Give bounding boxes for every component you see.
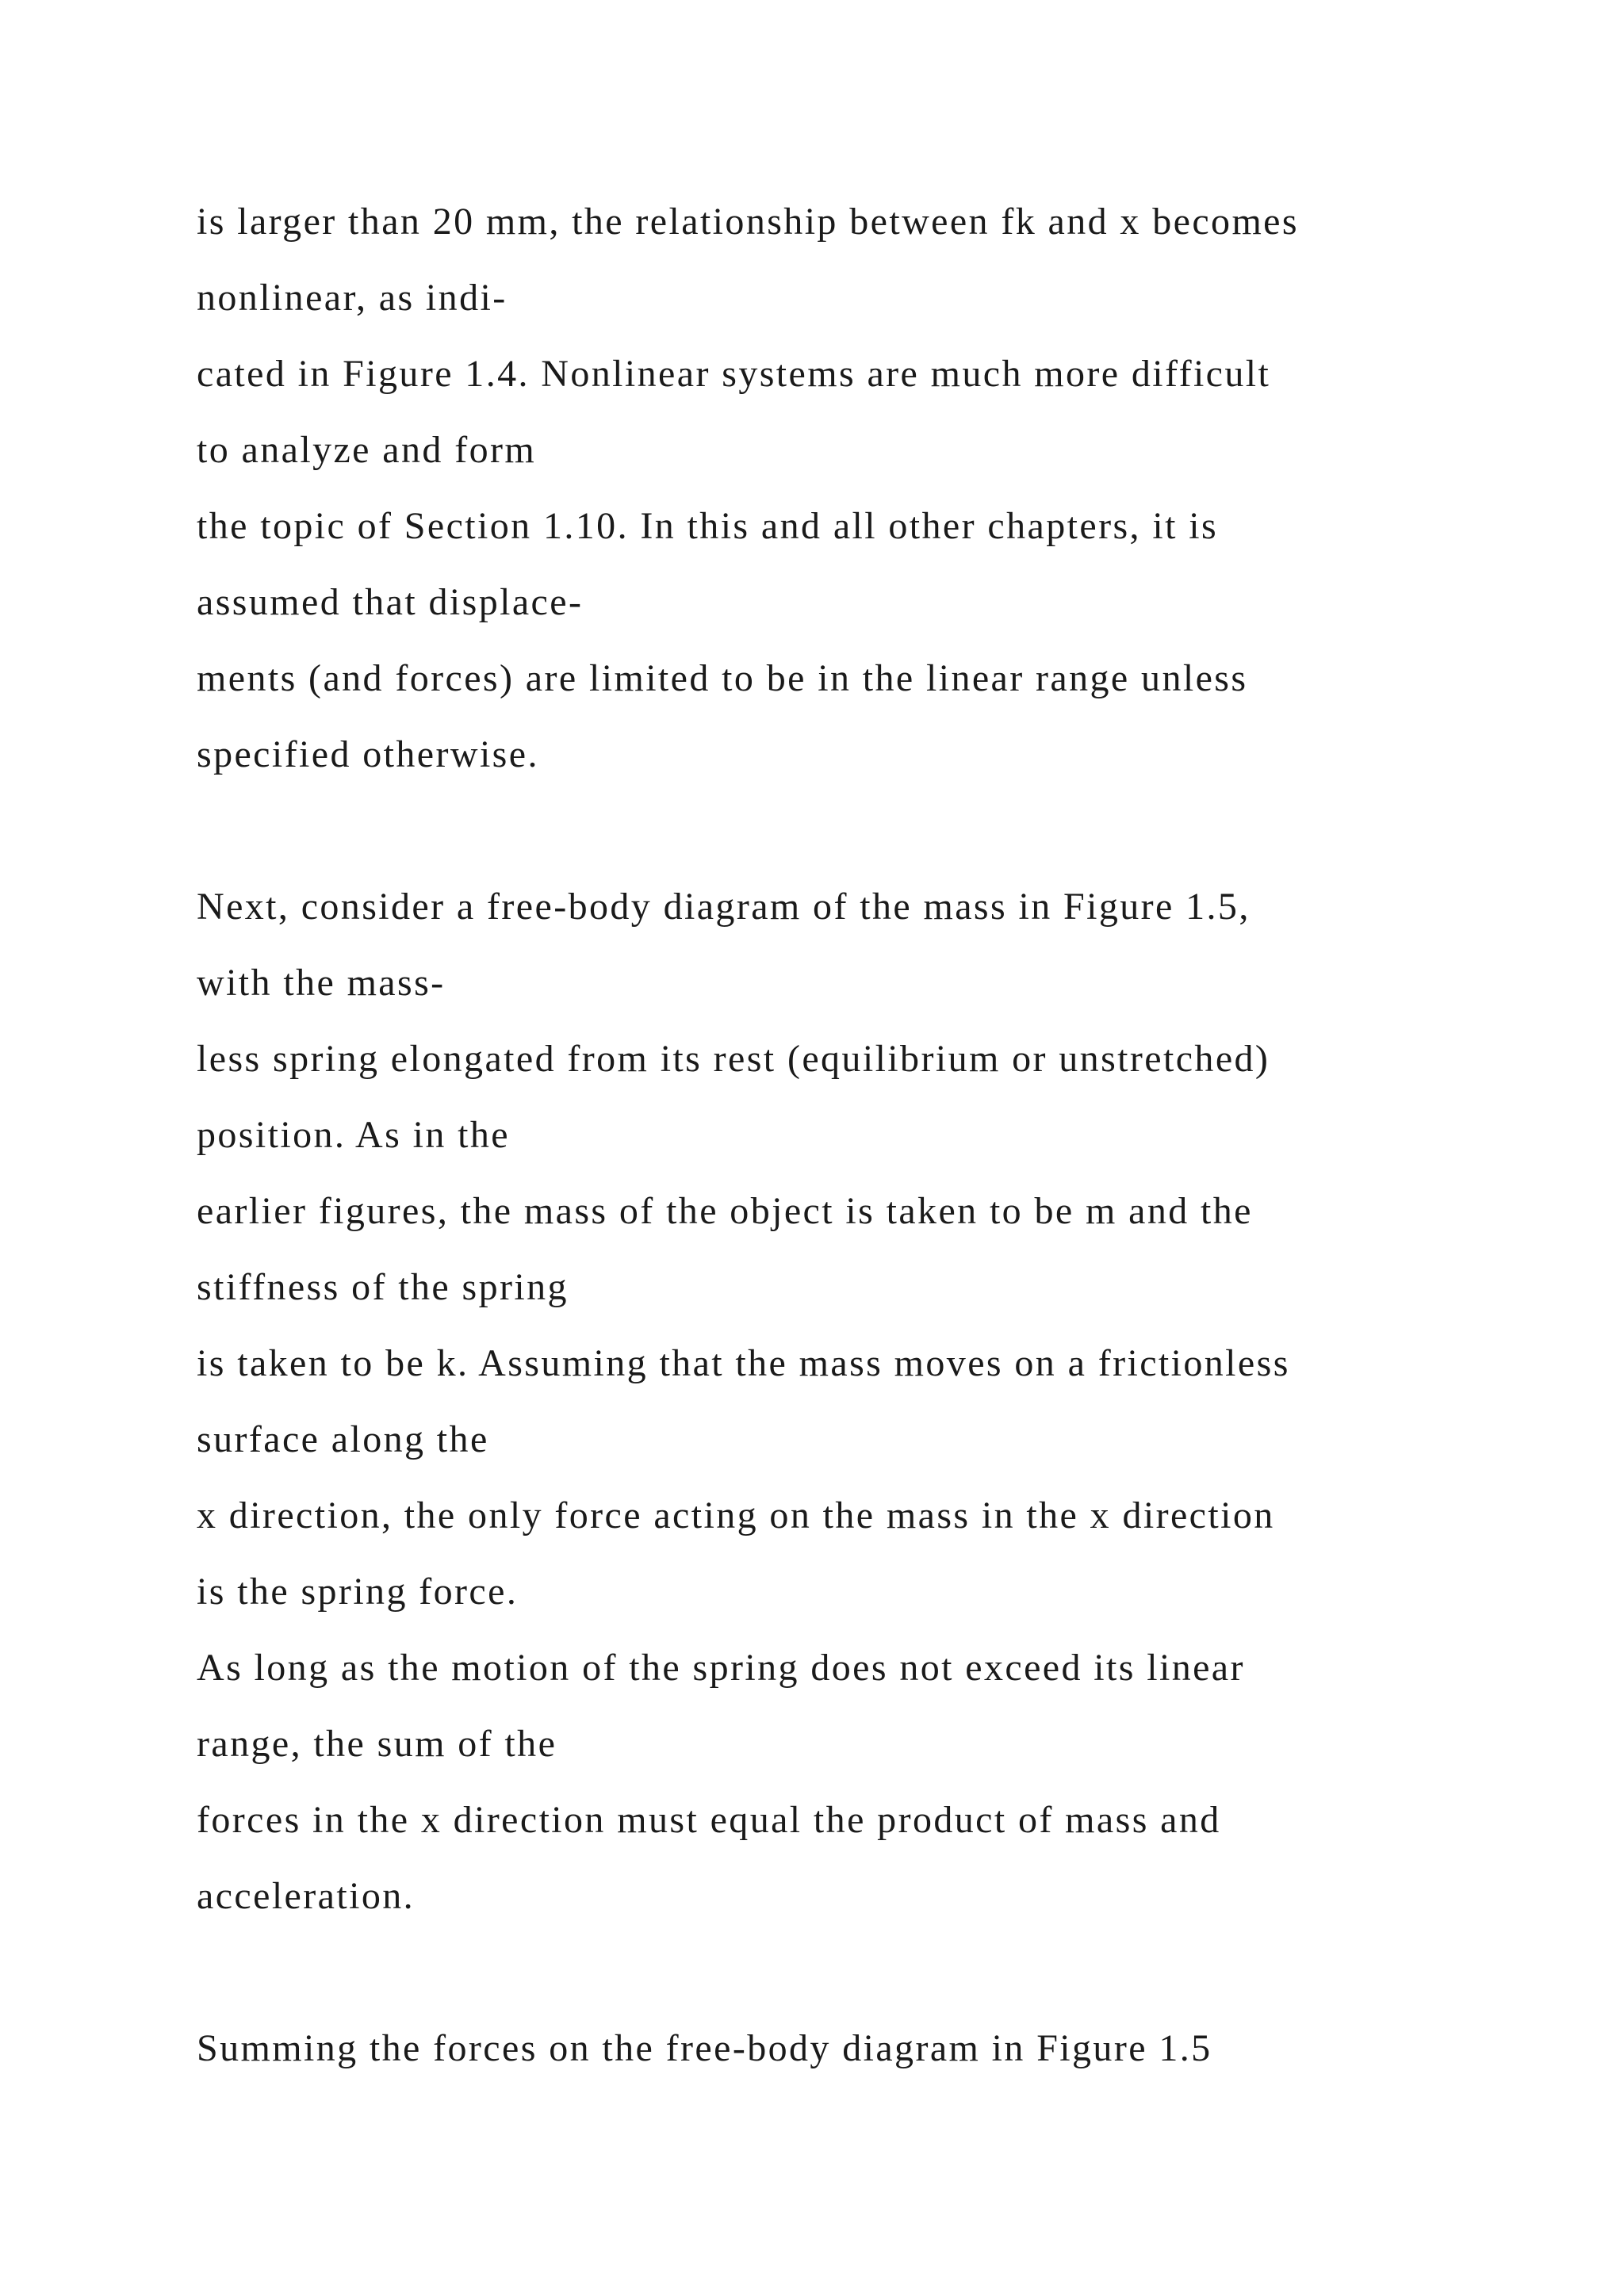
paragraph-spacer [197, 793, 1592, 869]
text-line: range, the sum of the [197, 1723, 557, 1765]
paragraph-spacer [197, 1934, 1592, 2011]
text-line: ments (and forces) are limited to be in the linear range unless [197, 657, 1248, 699]
text-line: surface along the [197, 1418, 489, 1460]
paragraph-3 [197, 2011, 1592, 2087]
text-line: cated in Figure 1.4. Nonlinear systems are much more difficult [197, 353, 1271, 395]
text-line: less spring elongated from its rest (equilibrium or unstretched) [197, 1038, 1270, 1080]
text-line: is larger than 20 mm, the relationship between fk and x becomes [197, 201, 1299, 243]
text-line: specified otherwise. [197, 733, 539, 775]
document-body [197, 184, 1592, 2087]
text-line: assumed that displace- [197, 581, 584, 623]
text-line: earlier figures, the mass of the object is taken to be m and the [197, 1190, 1253, 1232]
text-line: the topic of Section 1.10. In this and all other chapters, it is [197, 505, 1219, 547]
text-line: stiffness of the spring [197, 1266, 569, 1308]
text-line: is taken to be k. Assuming that the mass moves on a frictionless [197, 1342, 1290, 1384]
text-line: to analyze and form [197, 429, 537, 471]
text-line: forces in the x direction must equal the product of mass and [197, 1799, 1221, 1841]
text-line: with the mass- [197, 962, 446, 1004]
text-line: Next, consider a free-body diagram of the mass in Figure 1.5, [197, 886, 1251, 928]
text-line: Summing the forces on the free-body diagram in Figure 1.5 [197, 2027, 1212, 2069]
text-line: acceleration. [197, 1875, 416, 1917]
text-line: is the spring force. [197, 1571, 519, 1613]
paragraph-2 [197, 869, 1592, 1934]
paragraph-1 [197, 184, 1592, 793]
text-line: nonlinear, as indi- [197, 277, 508, 319]
text-line: position. As in the [197, 1114, 510, 1156]
text-line: As long as the motion of the spring does not exceed its linear [197, 1647, 1245, 1689]
text-line: x direction, the only force acting on the mass in the x direction [197, 1494, 1275, 1536]
